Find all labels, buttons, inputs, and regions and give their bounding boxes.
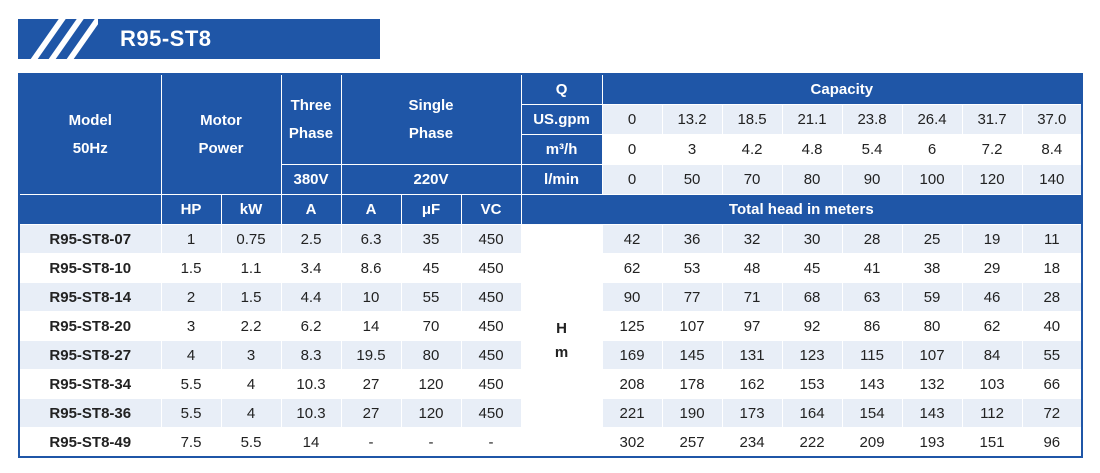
head-value-cell: 145 (662, 341, 722, 370)
capacity-lmin-cell: 140 (1022, 165, 1082, 195)
capacity-usgpm-cell: 26.4 (902, 105, 962, 135)
head-value-cell: 302 (602, 428, 662, 458)
head-value-cell: 62 (962, 312, 1022, 341)
capacitor-uf-cell: 35 (401, 225, 461, 254)
capacitor-vc-cell: 450 (461, 312, 521, 341)
head-unit-cell (521, 225, 602, 458)
single-phase-header (341, 74, 521, 165)
single-phase-amps-cell: 27 (341, 399, 401, 428)
three-phase-amps-header: A (281, 195, 341, 225)
three-phase-amps-cell: 2.5 (281, 225, 341, 254)
head-value-cell: 29 (962, 254, 1022, 283)
head-value-cell: 132 (902, 370, 962, 399)
kw-cell: 5.5 (221, 428, 281, 458)
capacity-lmin-cell: 0 (602, 165, 662, 195)
three-phase-amps-cell: 3.4 (281, 254, 341, 283)
lmin-label: l/min (521, 165, 602, 195)
kw-cell: 1.1 (221, 254, 281, 283)
three-phase-amps-cell: 6.2 (281, 312, 341, 341)
head-value-cell: 80 (902, 312, 962, 341)
capacitor-uf-cell: 45 (401, 254, 461, 283)
capacitor-vc-cell: - (461, 428, 521, 458)
model-header-line2: 50Hz (72, 139, 108, 157)
head-value-cell: 178 (662, 370, 722, 399)
capacity-usgpm-cell: 37.0 (1022, 105, 1082, 135)
single-phase-amps-cell: 6.3 (341, 225, 401, 254)
head-value-cell: 190 (662, 399, 722, 428)
three-phase-amps-cell: 14 (281, 428, 341, 458)
head-value-cell: 154 (842, 399, 902, 428)
head-value-cell: 36 (662, 225, 722, 254)
head-value-cell: 84 (962, 341, 1022, 370)
three-header-line1: Three (290, 96, 332, 114)
single-phase-amps-cell: 10 (341, 283, 401, 312)
head-value-cell: 28 (842, 225, 902, 254)
banner-stripes-decoration (18, 19, 98, 59)
three-header-line2: Phase (288, 124, 334, 142)
capacity-m3h-cell: 7.2 (962, 135, 1022, 165)
head-value-cell: 32 (722, 225, 782, 254)
kw-cell: 4 (221, 370, 281, 399)
head-value-cell: 63 (842, 283, 902, 312)
hp-cell: 5.5 (161, 399, 221, 428)
kw-cell: 4 (221, 399, 281, 428)
voltage-380-header: 380V (281, 165, 341, 195)
capacitor-uf-cell: 120 (401, 370, 461, 399)
head-value-cell: 55 (1022, 341, 1082, 370)
capacitor-uf-cell: 55 (401, 283, 461, 312)
head-value-cell: 131 (722, 341, 782, 370)
kw-cell: 0.75 (221, 225, 281, 254)
head-value-cell: 143 (842, 370, 902, 399)
head-value-cell: 209 (842, 428, 902, 458)
capacity-usgpm-cell: 21.1 (782, 105, 842, 135)
model-cell: R95-ST8-34 (19, 370, 161, 399)
head-value-cell: 46 (962, 283, 1022, 312)
hp-cell: 2 (161, 283, 221, 312)
empty-header-cell (19, 195, 161, 225)
single-phase-amps-cell: 27 (341, 370, 401, 399)
capacitor-uf-cell: 120 (401, 399, 461, 428)
single-phase-amps-cell: 14 (341, 312, 401, 341)
three-phase-amps-cell: 4.4 (281, 283, 341, 312)
head-value-cell: 42 (602, 225, 662, 254)
head-value-cell: 169 (602, 341, 662, 370)
capacitor-uf-cell: - (401, 428, 461, 458)
head-value-cell: 92 (782, 312, 842, 341)
capacity-usgpm-cell: 31.7 (962, 105, 1022, 135)
head-value-cell: 48 (722, 254, 782, 283)
kw-cell: 1.5 (221, 283, 281, 312)
capacity-m3h-cell: 4.2 (722, 135, 782, 165)
single-phase-amps-cell: - (341, 428, 401, 458)
capacitor-uf-cell: 70 (401, 312, 461, 341)
capacitor-vc-cell: 450 (461, 283, 521, 312)
head-value-cell: 97 (722, 312, 782, 341)
total-head-header: Total head in meters (521, 195, 1082, 225)
head-value-cell: 38 (902, 254, 962, 283)
hp-cell: 3 (161, 312, 221, 341)
usgpm-label: US.gpm (521, 105, 602, 135)
model-cell: R95-ST8-36 (19, 399, 161, 428)
single-header-line2: Phase (408, 124, 454, 142)
capacity-m3h-cell: 0 (602, 135, 662, 165)
head-value-cell: 257 (662, 428, 722, 458)
capacity-header: Capacity (602, 74, 1082, 105)
head-value-cell: 151 (962, 428, 1022, 458)
capacity-m3h-cell: 3 (662, 135, 722, 165)
capacity-usgpm-cell: 23.8 (842, 105, 902, 135)
head-value-cell: 41 (842, 254, 902, 283)
capacitor-vc-cell: 450 (461, 399, 521, 428)
head-value-cell: 162 (722, 370, 782, 399)
head-value-cell: 30 (782, 225, 842, 254)
capacitor-vc-cell: 450 (461, 225, 521, 254)
head-value-cell: 18 (1022, 254, 1082, 283)
single-header-line1: Single (408, 96, 454, 114)
three-phase-amps-cell: 8.3 (281, 341, 341, 370)
capacitor-uf-header: μF (401, 195, 461, 225)
capacity-lmin-cell: 70 (722, 165, 782, 195)
head-value-cell: 19 (962, 225, 1022, 254)
capacitor-vc-cell: 450 (461, 254, 521, 283)
head-unit-line2: m (554, 343, 569, 361)
hp-header: HP (161, 195, 221, 225)
head-value-cell: 77 (662, 283, 722, 312)
kw-cell: 2.2 (221, 312, 281, 341)
capacitor-vc-cell: 450 (461, 370, 521, 399)
head-value-cell: 96 (1022, 428, 1082, 458)
head-value-cell: 234 (722, 428, 782, 458)
voltage-220-header: 220V (341, 165, 521, 195)
head-value-cell: 125 (602, 312, 662, 341)
capacity-m3h-cell: 6 (902, 135, 962, 165)
three-phase-header (281, 74, 341, 165)
model-cell: R95-ST8-27 (19, 341, 161, 370)
single-phase-amps-cell: 19.5 (341, 341, 401, 370)
spec-table (18, 73, 1083, 458)
head-value-cell: 66 (1022, 370, 1082, 399)
head-value-cell: 53 (662, 254, 722, 283)
model-cell: R95-ST8-14 (19, 283, 161, 312)
capacitor-vc-header: VC (461, 195, 521, 225)
head-value-cell: 221 (602, 399, 662, 428)
capacity-lmin-cell: 80 (782, 165, 842, 195)
head-value-cell: 40 (1022, 312, 1082, 341)
motor-power-header (161, 74, 281, 195)
head-value-cell: 222 (782, 428, 842, 458)
head-unit-line1: H (556, 319, 567, 337)
hp-cell: 1 (161, 225, 221, 254)
head-value-cell: 115 (842, 341, 902, 370)
model-cell: R95-ST8-07 (19, 225, 161, 254)
capacity-m3h-cell: 8.4 (1022, 135, 1082, 165)
head-value-cell: 71 (722, 283, 782, 312)
capacity-m3h-cell: 5.4 (842, 135, 902, 165)
model-header-line1: Model (68, 111, 112, 129)
motor-header-line2: Power (198, 139, 244, 157)
head-value-cell: 68 (782, 283, 842, 312)
head-value-cell: 25 (902, 225, 962, 254)
three-phase-amps-cell: 10.3 (281, 370, 341, 399)
head-value-cell: 143 (902, 399, 962, 428)
head-value-cell: 59 (902, 283, 962, 312)
capacity-m3h-cell: 4.8 (782, 135, 842, 165)
head-value-cell: 208 (602, 370, 662, 399)
head-value-cell: 193 (902, 428, 962, 458)
hp-cell: 5.5 (161, 370, 221, 399)
capacity-usgpm-cell: 18.5 (722, 105, 782, 135)
kw-header: kW (221, 195, 281, 225)
head-value-cell: 90 (602, 283, 662, 312)
hp-cell: 7.5 (161, 428, 221, 458)
head-value-cell: 11 (1022, 225, 1082, 254)
capacity-lmin-cell: 90 (842, 165, 902, 195)
head-value-cell: 107 (902, 341, 962, 370)
head-value-cell: 72 (1022, 399, 1082, 428)
head-value-cell: 153 (782, 370, 842, 399)
capacitor-uf-cell: 80 (401, 341, 461, 370)
capacity-usgpm-cell: 13.2 (662, 105, 722, 135)
three-phase-amps-cell: 10.3 (281, 399, 341, 428)
kw-cell: 3 (221, 341, 281, 370)
model-cell: R95-ST8-20 (19, 312, 161, 341)
capacity-lmin-cell: 120 (962, 165, 1022, 195)
capacity-usgpm-cell: 0 (602, 105, 662, 135)
hp-cell: 1.5 (161, 254, 221, 283)
head-value-cell: 173 (722, 399, 782, 428)
head-value-cell: 28 (1022, 283, 1082, 312)
head-value-cell: 86 (842, 312, 902, 341)
capacitor-vc-cell: 450 (461, 341, 521, 370)
table-row (19, 225, 1082, 254)
head-value-cell: 112 (962, 399, 1022, 428)
capacity-lmin-cell: 100 (902, 165, 962, 195)
head-value-cell: 62 (602, 254, 662, 283)
model-header (19, 74, 161, 195)
q-header: Q (521, 74, 602, 105)
m3h-label: m³/h (521, 135, 602, 165)
page-title: R95-ST8 (120, 26, 212, 51)
motor-header-line1: Motor (200, 111, 242, 129)
model-cell: R95-ST8-49 (19, 428, 161, 458)
head-value-cell: 107 (662, 312, 722, 341)
hp-cell: 4 (161, 341, 221, 370)
head-value-cell: 45 (782, 254, 842, 283)
single-phase-amps-header: A (341, 195, 401, 225)
head-value-cell: 123 (782, 341, 842, 370)
head-value-cell: 164 (782, 399, 842, 428)
capacity-lmin-cell: 50 (662, 165, 722, 195)
single-phase-amps-cell: 8.6 (341, 254, 401, 283)
model-cell: R95-ST8-10 (19, 254, 161, 283)
head-value-cell: 103 (962, 370, 1022, 399)
